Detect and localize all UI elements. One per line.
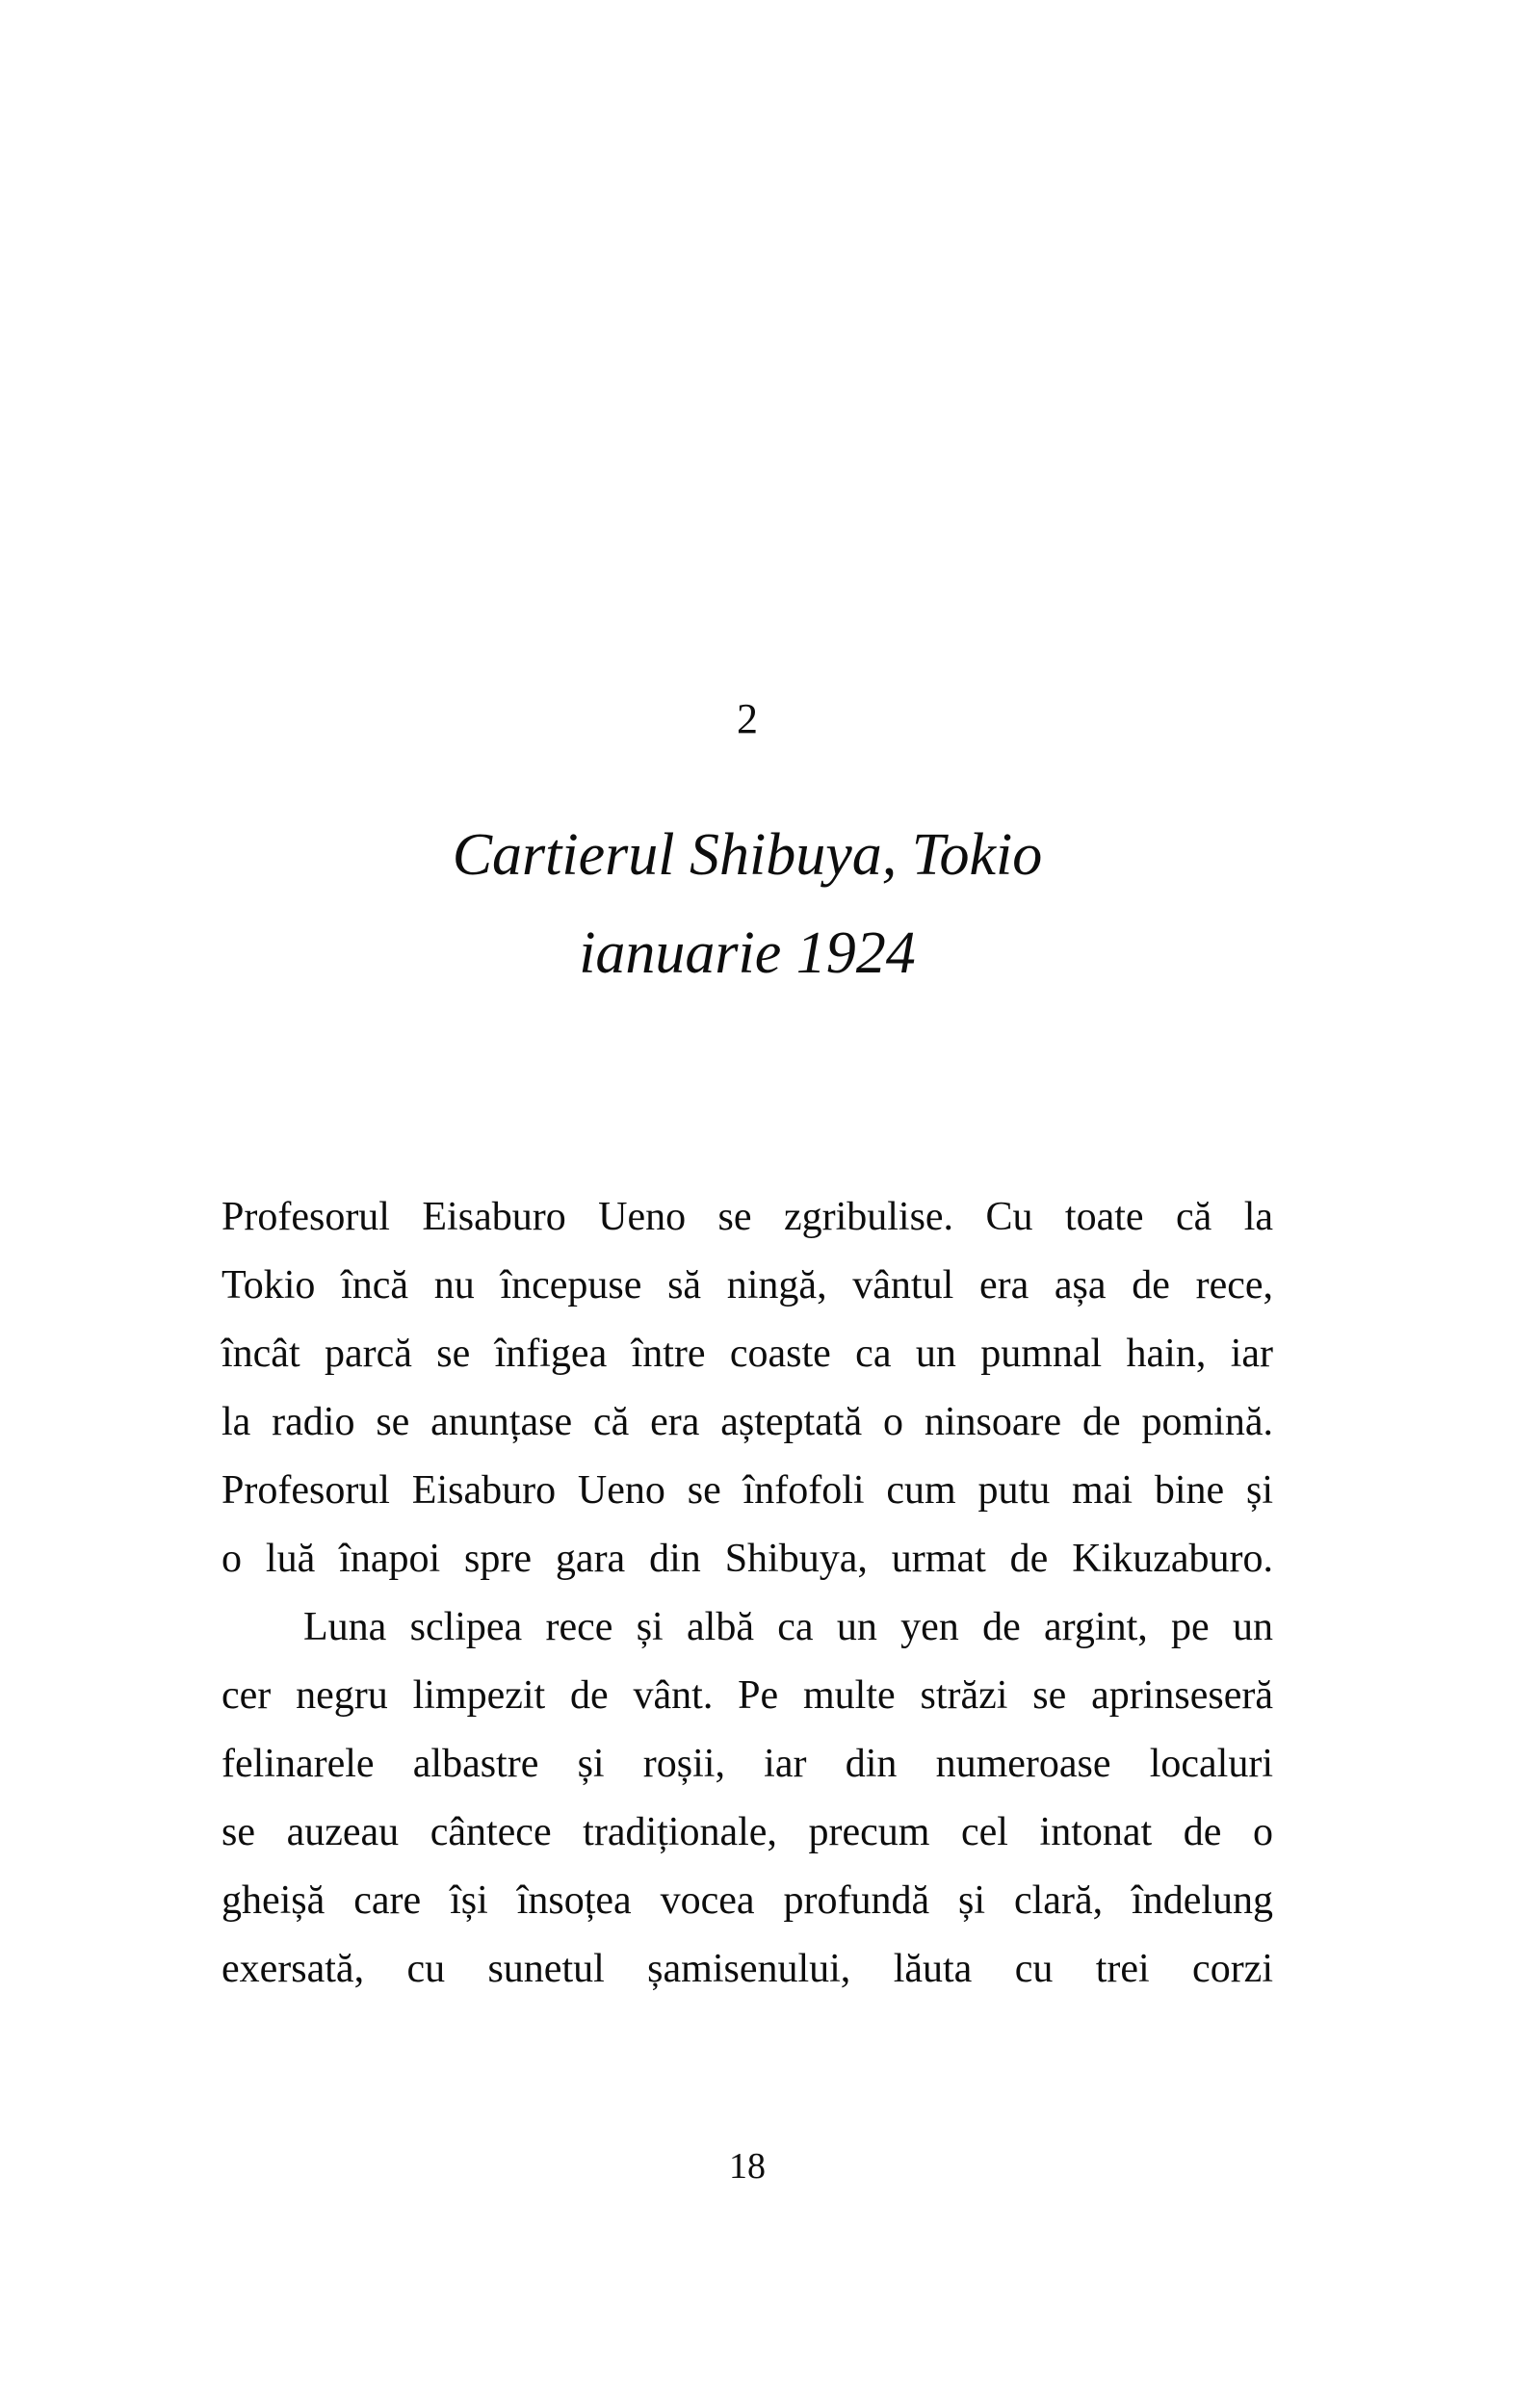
body-text — [221, 1183, 1273, 2004]
body-line: la radio se anunțase că era așteptată o ninsoare de pomină. — [221, 1400, 1273, 1444]
body-line: Luna sclipea rece și albă ca un yen de argint, pe un — [303, 1605, 1273, 1649]
page-number: 18 — [729, 2146, 766, 2187]
body-line: gheișă care își însoțea vocea profundă și clară, îndelung — [221, 1878, 1273, 1923]
chapter-title — [221, 806, 1273, 1002]
chapter-title-line-1: Cartierul Shibuya, Tokio — [452, 822, 1043, 888]
chapter-number: 2 — [737, 695, 758, 742]
body-line: încât parcă se înfigea între coaste ca un pumnal hain, iar — [221, 1332, 1273, 1376]
chapter-title-line-2: ianuarie 1924 — [579, 920, 916, 986]
body-line: se auzeau cântece tradiționale, precum cel intonat de o — [221, 1810, 1273, 1854]
body-line: cer negru limpezit de vânt. Pe multe străzi se aprinseseră — [221, 1673, 1273, 1718]
body-line: Profesorul Eisaburo Ueno se zgribulise. Cu toate că la — [221, 1195, 1273, 1239]
body-line: exersată, cu sunetul șamisenului, lăuta cu trei corzi — [221, 1947, 1273, 1991]
body-line: Profesorul Eisaburo Ueno se înfofoli cum putu mai bine și — [221, 1468, 1273, 1513]
body-line: Tokio încă nu începuse să ningă, vântul era așa de rece, — [221, 1263, 1273, 1308]
body-line: felinarele albastre și roșii, iar din numeroase localuri — [221, 1742, 1273, 1786]
body-line: o luă înapoi spre gara din Shibuya, urmat de Kikuzaburo. — [221, 1537, 1273, 1581]
